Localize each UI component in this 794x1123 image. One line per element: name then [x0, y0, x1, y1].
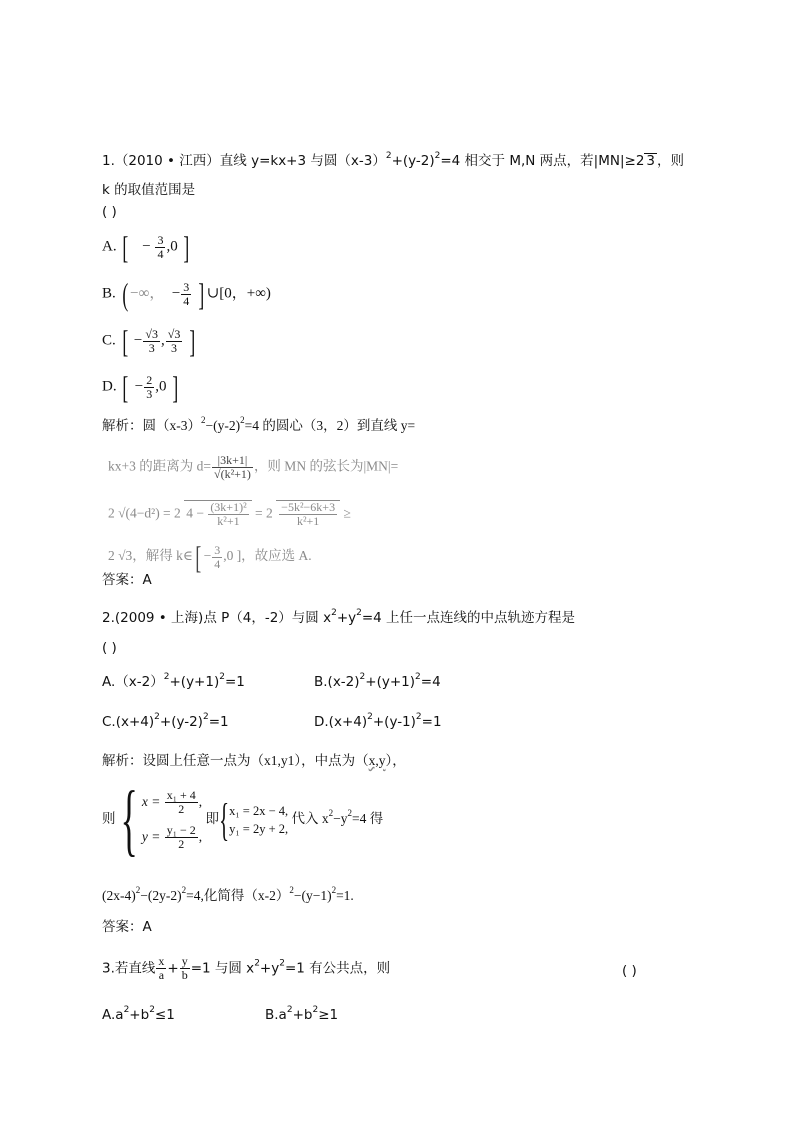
q2-answer: 答案：A	[102, 919, 152, 935]
q3-option-a: $A.a^2+b^2\le 1$	[102, 1005, 175, 1023]
q1-answer: 答案：A	[102, 572, 152, 588]
q3-answer-paren: ( )	[622, 963, 637, 979]
q1-solution-line2: kx+3 的距离为 d= $\frac{|3k+1|}{\text{√(k²+1)}}$ ，则 MN 的弦长为|MN|=	[108, 453, 399, 481]
q1-solution-line4: 2 √3，解得 k∈[ − $\frac{3}{4}$ ,0 ]，故应选 A.	[108, 539, 312, 575]
q2-solution-system: 则{ x = $\frac{\text{x₁ + 4}}{2}$ , y = $\frac{\text{y₁ − 2}}{2}$ , 即{ x₁ = 2x − 4, y₁ = 2y + 2, 代入 $x^2-y^2=4$ 得	[102, 776, 384, 864]
q2-solution-line1: 解析：设圆上任意一点为（x1,y1），中点为（x,y），	[102, 753, 406, 768]
q1-option-d: D. [ − $\frac{2}{3}$ ,0 ]	[102, 369, 179, 405]
q1-stem-line1: 1.（2010 • 江西）直线 y=kx+3 与圆$(x-3)^2+(y-2)^2=4$ 相交于 M,N 两点，若|MN|≥2 3 ，则	[102, 151, 685, 169]
q1-answer-paren: ( )	[102, 204, 117, 220]
q2-option-b: $B.(x-2)^2+(y+1)^2=4$	[314, 672, 441, 690]
q3-option-b: $B.a^2+b^2\ge 1$	[265, 1005, 339, 1023]
q2-stem-line1: 2.(2009 • 上海)点 P（4，-2）与圆 $x^2+y^2=4$ 上任一点连线的中点轨迹方程是	[102, 608, 576, 626]
sqrt-three: 3	[646, 153, 656, 169]
q2-answer-paren: ( )	[102, 640, 117, 656]
q2-solution-result: $(2x-4)^2-(2y-2)^2=4$,化简得$(x-2)^2-(y-1)^2=1$.	[102, 885, 354, 903]
q1-stem-line2: k 的取值范围是	[102, 182, 196, 198]
q1-solution-line1: 解析：圆$(x-3)^2-(y-2)^2=4$ 的圆心（3，2）到直线 y=	[102, 415, 416, 433]
q1-option-c: C. [ − $\frac{√3}{3}$ , $\frac{√3}{3}$ ]	[102, 323, 196, 359]
q2-option-a: $A.(x-2)^2+(y+1)^2=1$	[102, 672, 245, 690]
q3-stem: 3.若直线 $\frac{x}{a}$ + $\frac{y}{b}$ =1 与圆 $x^2+y^2=1$ 有公共点，则	[102, 954, 391, 982]
q1-option-a: A. [ − $\frac{3}{4}$ ,0 ]	[102, 229, 190, 265]
q1-solution-line3: 2 √(4−d²) = 2 4 − $\frac{\text{(3k+1)²}}{\text{k²+1}}$ = 2 $\frac{\text{−5k²−6k+3}}{\text{k²+1}}$ ≥	[108, 500, 351, 528]
q2-option-d: $D.(x+4)^2+(y-1)^2=1$	[314, 712, 442, 730]
q1-option-b: B. ( −∞， − $\frac{3}{4}$ ] ∪[0，+∞)	[102, 276, 271, 312]
q2-option-c: $C.(x+4)^2+(y-2)^2=1$	[102, 712, 229, 730]
